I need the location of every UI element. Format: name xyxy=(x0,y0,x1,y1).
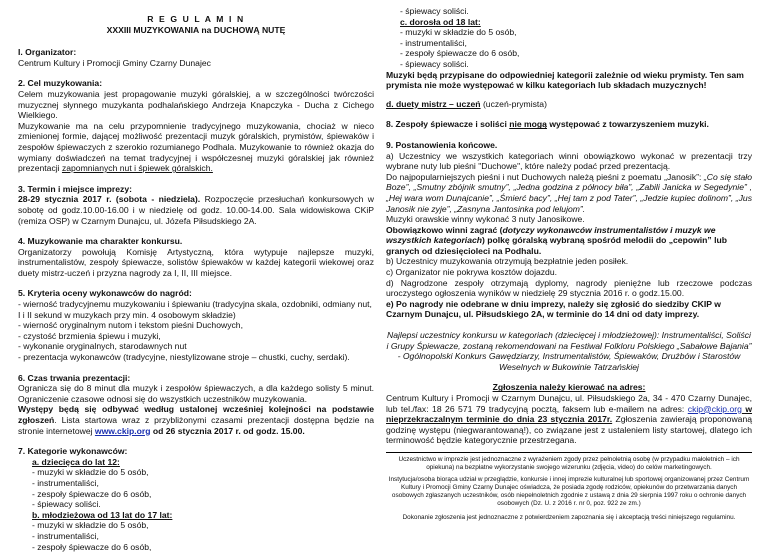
section-text-part: ) polkę góralską wybraną spośród melodii do „cepowin” lub granych od dziesięcioleci na Podhalu. xyxy=(386,235,727,256)
website-link[interactable]: www.ckip.org xyxy=(94,425,151,436)
list-item: - instrumentaliści, xyxy=(32,530,99,541)
section-text: Muzyki orawskie winny wykonać 3 nuty Janosikowe. xyxy=(386,214,585,225)
section-organizer xyxy=(18,47,374,68)
list-item: - zespoły śpiewacze do 6 osób, xyxy=(400,48,520,59)
section-heading: 5. Kryteria oceny wykonawców do nagród: xyxy=(18,288,192,299)
section-goal xyxy=(18,78,374,173)
section-text-part: Zgłoszenia zawierają proponowaną godzinę występu (niegwarantowaną!), co związane jest z ustaleniem listy startowej, dlatego ich terminowość będzie kategorycznie przestrzegana. xyxy=(386,414,753,446)
section-criteria xyxy=(18,288,374,362)
fine-print-text: Instytucja/osoba biorąca udział w przeglądzie, konkursie i innej imprezie kulturalnej lub sportowej organizowanej przez Centrum Kultury i Promocji Gminy Czarny Dunajec oświadcza, że posiada zgodę rodziców, opiekunów do przetwarzania danych osobowych zgłaszanych uczestników, osób niepełnoletnich zgodnie z ustawą z dnia 29 sierpnia 1997 roku o ochronie danych osobowych (Dz. U. z 2016 r. nr 0, poz. 922 ze zm.) xyxy=(388,475,750,507)
section-text: Celem muzykowania jest propagowanie muzyki góralskiej, a w szczególności twórczości muzycznej słynnego muzykanta podhalańskiego Andrzeja Knapczyka - Ducha z Cichego Wielkiego. xyxy=(18,88,374,121)
section-text xyxy=(18,194,374,226)
section-text-part: występować z towarzyszeniem muzyki. xyxy=(546,119,709,130)
bold-text: Występy będą się odbywać według ustalonej wcześniej kolejności na podstawie zgłoszeń xyxy=(18,404,374,425)
song-titles: „Co się stało Boze”, „Smutny zbójnik smutny”, „Jedna godzina z północy biła”, „Zabili Janicka w Segedynie” , „Hej wara wom Dunajcanie”, „Śmierć bacy”, „Hej tam z pod Tater”, „Jedzie kupiec dolinom”, „Jus Janosik nie zyje”, „Zasnyna Jantosinka pod lelujom”. xyxy=(386,171,752,214)
section-heading: 9. Postanowienia końcowe. xyxy=(386,139,498,150)
section-duration xyxy=(18,373,374,437)
list-item: - muzyki w składzie do 5 osób, xyxy=(32,467,149,478)
list-item: - zespoły śpiewacze do 6 osób, xyxy=(32,541,152,552)
fine-print-text: Dokonanie zgłoszenia jest jednoznaczne z potwierdzeniem zapoznania się i akceptacją treści niniejszego regulaminu. xyxy=(402,513,736,521)
section-text: Organizatorzy powołują Komisję Artystyczną, która wytypuje najlepsze muzyki, instrumentalistów, zespoły śpiewacze, solistów śpiewaków w każdej kategorii wiekowej oraz duety mistrz-uczeń i przyzna nagrody za I, II, III miejsce. xyxy=(18,246,374,278)
document-title: R E G U L A M I N xyxy=(147,14,245,24)
section-text-part: Po nagrody nie odebrane w dniu imprezy, należy się zgłosić do siedziby CKIP w Czarnym Dunajcu, ul. Piłsudskiego 2A, w terminie do 14 dni od daty imprezy. xyxy=(386,298,721,320)
fine-print-text: Uczestnictwo w imprezie jest jednoznaczne z wyrażeniem zgody przez pełnoletnią osobę (w przypadku małoletnich – ich opiekuna) na bezpłatne wykorzystanie swojego wizerunku (zdjęcia, video) do celów marketingowych. xyxy=(398,455,740,471)
section-heading: I. Organizator: xyxy=(18,47,77,58)
section-text xyxy=(386,225,752,257)
section-8 xyxy=(386,119,752,130)
section-text-part: e) xyxy=(386,298,397,309)
list-item: - wierność tradycyjnemu muzykowaniu i śpiewaniu (tradycyjna skala, ozdobniki, odmiany nut, I i II sekund w muzykach przy min. 4 osobowym składzie) xyxy=(18,299,372,320)
list-item: - czystość brzmienia śpiewu i muzyki, xyxy=(18,330,161,341)
section-text-part: Centrum Kultury i Promocji w Czarnym Dunajcu, ul. Piłsudskiego 2a, 34 - 470 Czarny Dunajec, lub tel./fax: 18 26 571 79 tradycyjną pocztą, faksem lub e-mailem na adres: xyxy=(386,393,752,414)
section-categories xyxy=(18,446,374,552)
section-heading: 3. Termin i miejsce imprezy: xyxy=(18,183,132,194)
section-heading: 2. Cel muzykowania: xyxy=(18,78,103,89)
document-subtitle: XXXIII MUZYKOWANIA na DUCHOWĄ NUTĘ xyxy=(106,24,286,35)
email-link[interactable]: ckip@ckip.org xyxy=(687,403,742,414)
recommendation-note: Najlepsi uczestnicy konkursu w kategoriach (dziecięcej i młodzieżowej): Instrumentaliści, Soliści i Grupy Śpiewacze, zostaną rekomendowani na Festiwal Folkloru Polskiego „Sabałowe Bajania” - Ogólnopolski Konkurs Gawędziarzy, Instrumentalistów, Śpiewaków, Drużbów i Starostów Weselnych w Bukowinie Tatrzańskiej xyxy=(386,330,752,372)
list-item: - instrumentaliści, xyxy=(400,37,467,48)
event-date: 28-29 stycznia 2017 r. (sobota - niedziela). xyxy=(18,194,201,205)
section-text: b) Uczestnicy muzykowania otrzymują bezpłatnie jeden posiłek. xyxy=(386,256,629,267)
category-heading: b. młodzieżowa od 13 lat do 17 lat: xyxy=(32,509,173,520)
section-text-part: . Lista startowa wraz z przybliżonymi czasami prezentacji dostępna będzie na stronie internetowej xyxy=(18,415,374,436)
left-column xyxy=(18,14,374,552)
music-note: Muzyki będą przypisane do odpowiedniej kategorii zależnie od wieku prymisty. Ten sam prymista nie może występować w kilku kategoriach lub składach muzycznych! xyxy=(386,69,744,91)
list-item: - śpiewacy soliści. xyxy=(32,499,101,510)
section-text-part: Do najpopularniejszych pieśni i nut Duchowych należą pieśni z poematu „Janosik”: xyxy=(386,171,704,182)
section-text-part: 8. Zespoły śpiewacze i soliści xyxy=(386,119,510,130)
italic-text: dotyczy wykonawców instrumentalistów i muzyk we wszystkich kategoriach xyxy=(386,224,716,246)
section-heading: Zgłoszenia należy kierować na adres: xyxy=(492,382,646,393)
section-text xyxy=(386,299,752,320)
list-item: - wykonanie oryginalnych, starodawnych nut xyxy=(18,341,187,352)
section-competition xyxy=(18,236,374,278)
section-text xyxy=(18,121,374,174)
category-heading: d. duety mistrz – uczeń xyxy=(386,98,481,109)
section-text: Ogranicza się do 8 minut dla muzyk i zespołów śpiewaczych, a dla każdego solisty 5 minut. Ograniczenie czasowe odnosi się do wszystkich uczestników muzykowania. xyxy=(18,383,374,404)
section-text: a) Uczestnicy we wszystkich kategoriach winni obowiązkowo wykonać w prezentacji trzy wybrane nuty lub pieśni "Duchowe", które należy podać przed prezentacją. xyxy=(386,150,752,172)
category-note: (uczeń-prymista) xyxy=(480,98,547,109)
section-heading: 7. Kategorie wykonawców: xyxy=(18,446,128,457)
list-item: - muzyki w składzie do 5 osób, xyxy=(32,520,149,531)
section-heading: 4. Muzykowanie ma charakter konkursu. xyxy=(18,236,183,247)
fine-print xyxy=(386,452,752,522)
list-item: - muzyki w składzie do 5 osób, xyxy=(400,27,517,38)
section-text-part: Muzykowanie ma na celu przypomnienie tradycyjnego muzykowania, chociaż w nieco zmienionej formie, dającej możliwość prezentacji muzyk góralskich, prymistów, śpiewaków i zespołów śpiewaczych z szerokio rozumianego Podhala. Muzykowanie to również okazja do wymiany doświadczeń na temat tradycyjnej i współczesnej muzyki góralskiej jak również prezentacji xyxy=(18,120,374,174)
underlined-text: nie mogą xyxy=(509,119,547,130)
category-heading: c. dorosła od 18 lat: xyxy=(400,16,481,27)
list-item: - wierność oryginalnym nutom i tekstom pieśni Duchowych, xyxy=(18,320,243,331)
section-date-place xyxy=(18,184,374,226)
bold-text: od 26 stycznia 2017 r. od godz. 15.00. xyxy=(150,425,305,436)
category-heading: a. dziecięca do lat 12: xyxy=(32,456,120,467)
section-final xyxy=(386,140,752,320)
list-item: - instrumentaliści, xyxy=(32,477,99,488)
section-text-part: Obowiązkowo winni zagrać ( xyxy=(386,224,503,235)
application-section xyxy=(386,382,752,446)
section-text: d) Nagrodzone zespoły otrzymają dyplomy, nagrody pieniężne lub rzeczowe podczas uroczystego ogłoszenia wyników w niedzielę 29 stycznia 2016 r. o godz.15.00. xyxy=(386,277,752,299)
list-item: - prezentacja wykonawców (tradycyjne, niestylizowane stroje – chustki, cuchy, serdaki). xyxy=(18,352,350,363)
section-text xyxy=(386,172,752,214)
section-text: c) Organizator nie pokrywa kosztów dojazdu. xyxy=(386,267,557,278)
list-item: - śpiewacy soliści. xyxy=(400,6,469,16)
list-item: - zespoły śpiewacze do 6 osób, xyxy=(32,488,152,499)
duet-category xyxy=(386,99,752,110)
section-heading: 6. Czas trwania prezentacji: xyxy=(18,372,131,383)
section-text-part: Rozpoczęcie przesłuchań konkursowych w sobotę od godz.10.00-16.00 i w niedzielę od godz. 10.00-14.00. Sala widowiskowa CKiP (remiza OSP) w Czarnym Dunajcu, ul. Józefa Piłsudskiego 2A. xyxy=(18,194,374,226)
list-item: - śpiewacy soliści. xyxy=(400,58,469,69)
underlined-text: zapomnianych nut i śpiewek góralskich. xyxy=(61,163,213,174)
deadline-text: w nieprzekraczalnym terminie do dnia 23 stycznia 2017r. xyxy=(386,403,753,425)
right-column xyxy=(386,6,752,522)
section-text xyxy=(386,393,752,446)
section-text: Centrum Kultury i Promocji Gminy Czarny Dunajec xyxy=(18,57,211,68)
section-text xyxy=(18,404,374,436)
